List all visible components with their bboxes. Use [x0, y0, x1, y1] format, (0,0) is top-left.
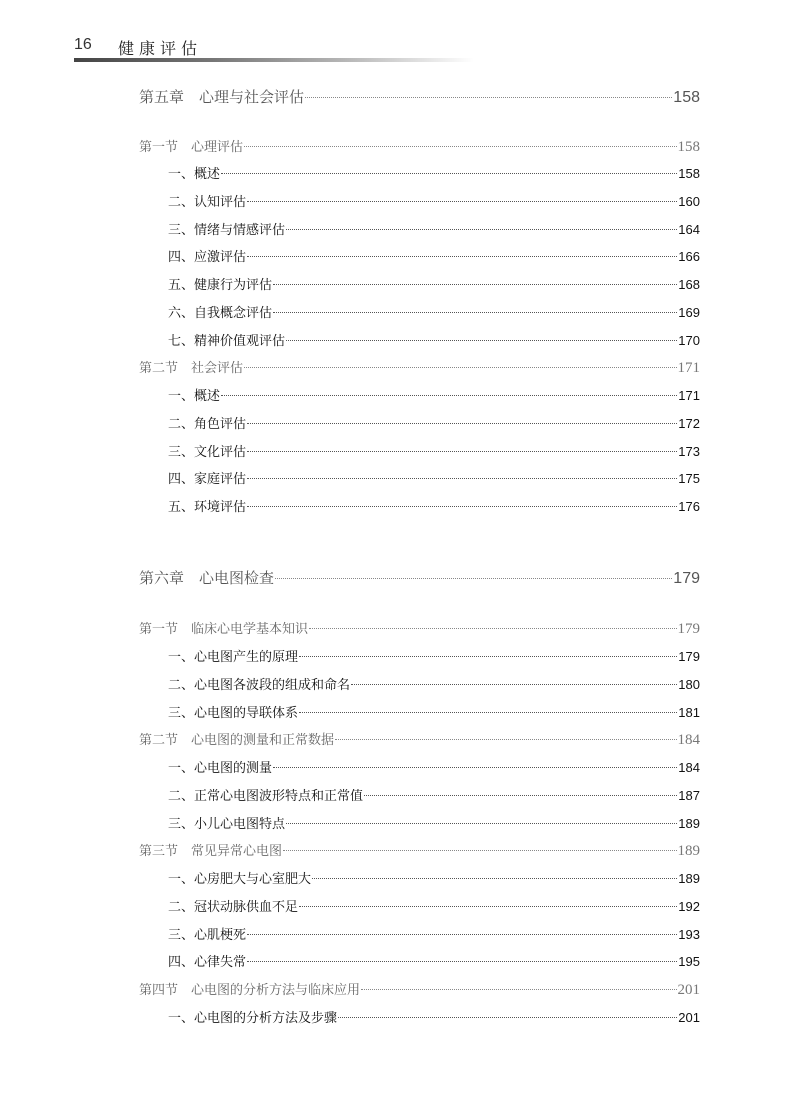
dot-leader: [361, 989, 676, 990]
dot-leader: [309, 628, 676, 629]
toc-item-row: [168, 385, 700, 404]
dot-leader: [283, 850, 676, 851]
dot-leader: [247, 423, 677, 424]
toc-page-number: 172: [678, 416, 700, 431]
toc-page-number: 184: [677, 732, 700, 748]
dot-leader: [286, 823, 677, 824]
toc-item-label: 二、认知评估: [168, 195, 247, 210]
toc-page-number: 168: [678, 277, 700, 292]
toc-section-label: 第一节 心理评估: [139, 140, 244, 155]
toc-item-label: 二、心电图各波段的组成和命名: [168, 678, 351, 693]
toc-page-number: 166: [678, 249, 700, 264]
toc-page-number: 180: [678, 677, 700, 692]
dot-leader: [247, 506, 677, 507]
toc-page-number: 189: [678, 871, 700, 886]
toc-item-label: 六、自我概念评估: [168, 306, 273, 321]
toc-item-label: 四、应激评估: [168, 250, 247, 265]
toc-page-number: 158: [677, 139, 700, 155]
toc-page-number: 187: [678, 788, 700, 803]
dot-leader: [273, 284, 677, 285]
toc-page-number: 158: [678, 166, 700, 181]
toc-item-label: 一、概述: [168, 389, 221, 404]
toc-item-row: [168, 896, 700, 915]
toc-page-number: 173: [678, 444, 700, 459]
toc-page-number: 193: [678, 927, 700, 942]
toc-section-label: 第三节 常见异常心电图: [139, 844, 283, 859]
toc-item-row: [168, 441, 700, 460]
dot-leader: [247, 934, 677, 935]
toc-page-number: 201: [678, 1010, 700, 1025]
toc-item-row: [168, 646, 700, 665]
toc-item-label: 七、精神价值观评估: [168, 334, 286, 349]
toc-page-number: 158: [673, 89, 700, 106]
toc-item-label: 二、正常心电图波形特点和正常值: [168, 789, 364, 804]
toc-item-row: [168, 951, 700, 970]
toc-section-row: [139, 840, 700, 860]
toc-item-row: [168, 813, 700, 832]
toc-item-label: 二、冠状动脉供血不足: [168, 900, 299, 915]
book-title: 健康评估: [118, 39, 203, 58]
toc-item-label: 一、心电图的分析方法及步骤: [168, 1011, 338, 1026]
toc-item-row: [168, 868, 700, 887]
toc-item-row: [168, 413, 700, 432]
dot-leader: [299, 712, 677, 713]
toc-item-label: 四、家庭评估: [168, 472, 247, 487]
toc-page-number: 195: [678, 954, 700, 969]
toc-section-label: 第一节 临床心电学基本知识: [139, 622, 309, 637]
toc-item-row: [168, 702, 700, 721]
toc-item-label: 三、心肌梗死: [168, 928, 247, 943]
dot-leader: [247, 961, 677, 962]
toc-page-number: 179: [678, 649, 700, 664]
dot-leader: [335, 739, 676, 740]
dot-leader: [273, 767, 677, 768]
toc-page-number: 170: [678, 333, 700, 348]
toc-item-row: [168, 496, 700, 515]
dot-leader: [299, 656, 677, 657]
toc-chapter-row: [139, 567, 700, 588]
dot-leader: [247, 201, 677, 202]
toc-page-number: 175: [678, 471, 700, 486]
toc-page-number: 179: [677, 621, 700, 637]
dot-leader: [299, 906, 677, 907]
toc-item-row: [168, 757, 700, 776]
toc-item-row: [168, 246, 700, 265]
toc-item-row: [168, 1007, 700, 1026]
dot-leader: [247, 256, 677, 257]
toc-item-label: 四、心律失常: [168, 955, 247, 970]
toc-section-row: [139, 618, 700, 638]
toc-item-row: [168, 163, 700, 182]
toc-item-row: [168, 219, 700, 238]
toc-item-row: [168, 191, 700, 210]
toc-item-label: 三、小儿心电图特点: [168, 817, 286, 832]
toc-item-label: 五、环境评估: [168, 500, 247, 515]
toc-section-row: [139, 357, 700, 377]
toc-page-number: 192: [678, 899, 700, 914]
dot-leader: [221, 395, 677, 396]
dot-leader: [247, 451, 677, 452]
toc-page-number: 179: [673, 570, 700, 587]
dot-leader: [305, 97, 672, 98]
toc-page-number: 160: [678, 194, 700, 209]
dot-leader: [244, 367, 676, 368]
dot-leader: [244, 146, 676, 147]
toc-page-number: 169: [678, 305, 700, 320]
toc-section-row: [139, 136, 700, 156]
toc-item-label: 一、概述: [168, 167, 221, 182]
toc-item-label: 三、文化评估: [168, 445, 247, 460]
toc-page-number: 171: [678, 388, 700, 403]
toc-item-label: 二、角色评估: [168, 417, 247, 432]
toc-chapter-row: [139, 86, 700, 107]
toc-page-number: 184: [678, 760, 700, 775]
dot-leader: [312, 878, 677, 879]
toc-item-row: [168, 330, 700, 349]
dot-leader: [247, 478, 677, 479]
toc-item-label: 一、心房肥大与心室肥大: [168, 872, 312, 887]
toc-section-row: [139, 979, 700, 999]
toc-item-row: [168, 302, 700, 321]
toc-section-row: [139, 729, 700, 749]
dot-leader: [364, 795, 677, 796]
toc-section-label: 第四节 心电图的分析方法与临床应用: [139, 983, 361, 998]
toc-page-number: 189: [678, 816, 700, 831]
toc-item-label: 五、健康行为评估: [168, 278, 273, 293]
toc-item-label: 一、心电图产生的原理: [168, 650, 299, 665]
toc-item-row: [168, 468, 700, 487]
dot-leader: [286, 229, 677, 230]
toc-page-number: 181: [678, 705, 700, 720]
toc-item-row: [168, 274, 700, 293]
toc-item-row: [168, 924, 700, 943]
toc-item-label: 三、心电图的导联体系: [168, 706, 299, 721]
toc-item-row: [168, 674, 700, 693]
toc-page-number: 176: [678, 499, 700, 514]
toc-page-number: 189: [677, 843, 700, 859]
dot-leader: [273, 312, 677, 313]
toc-page-number: 164: [678, 222, 700, 237]
toc-item-row: [168, 785, 700, 804]
toc-page-number: 171: [677, 360, 700, 376]
dot-leader: [338, 1017, 677, 1018]
dot-leader: [286, 340, 677, 341]
toc-page-number: 201: [677, 982, 700, 998]
toc-section-label: 第二节 心电图的测量和正常数据: [139, 733, 335, 748]
toc-item-label: 三、情绪与情感评估: [168, 223, 286, 238]
page-number: 16: [74, 36, 92, 53]
toc-chapter-label: 第六章 心电图检查: [139, 569, 275, 587]
dot-leader: [275, 578, 672, 579]
dot-leader: [221, 173, 677, 174]
dot-leader: [351, 684, 677, 685]
toc-chapter-label: 第五章 心理与社会评估: [139, 88, 305, 106]
toc-section-label: 第二节 社会评估: [139, 361, 244, 376]
toc-item-label: 一、心电图的测量: [168, 761, 273, 776]
